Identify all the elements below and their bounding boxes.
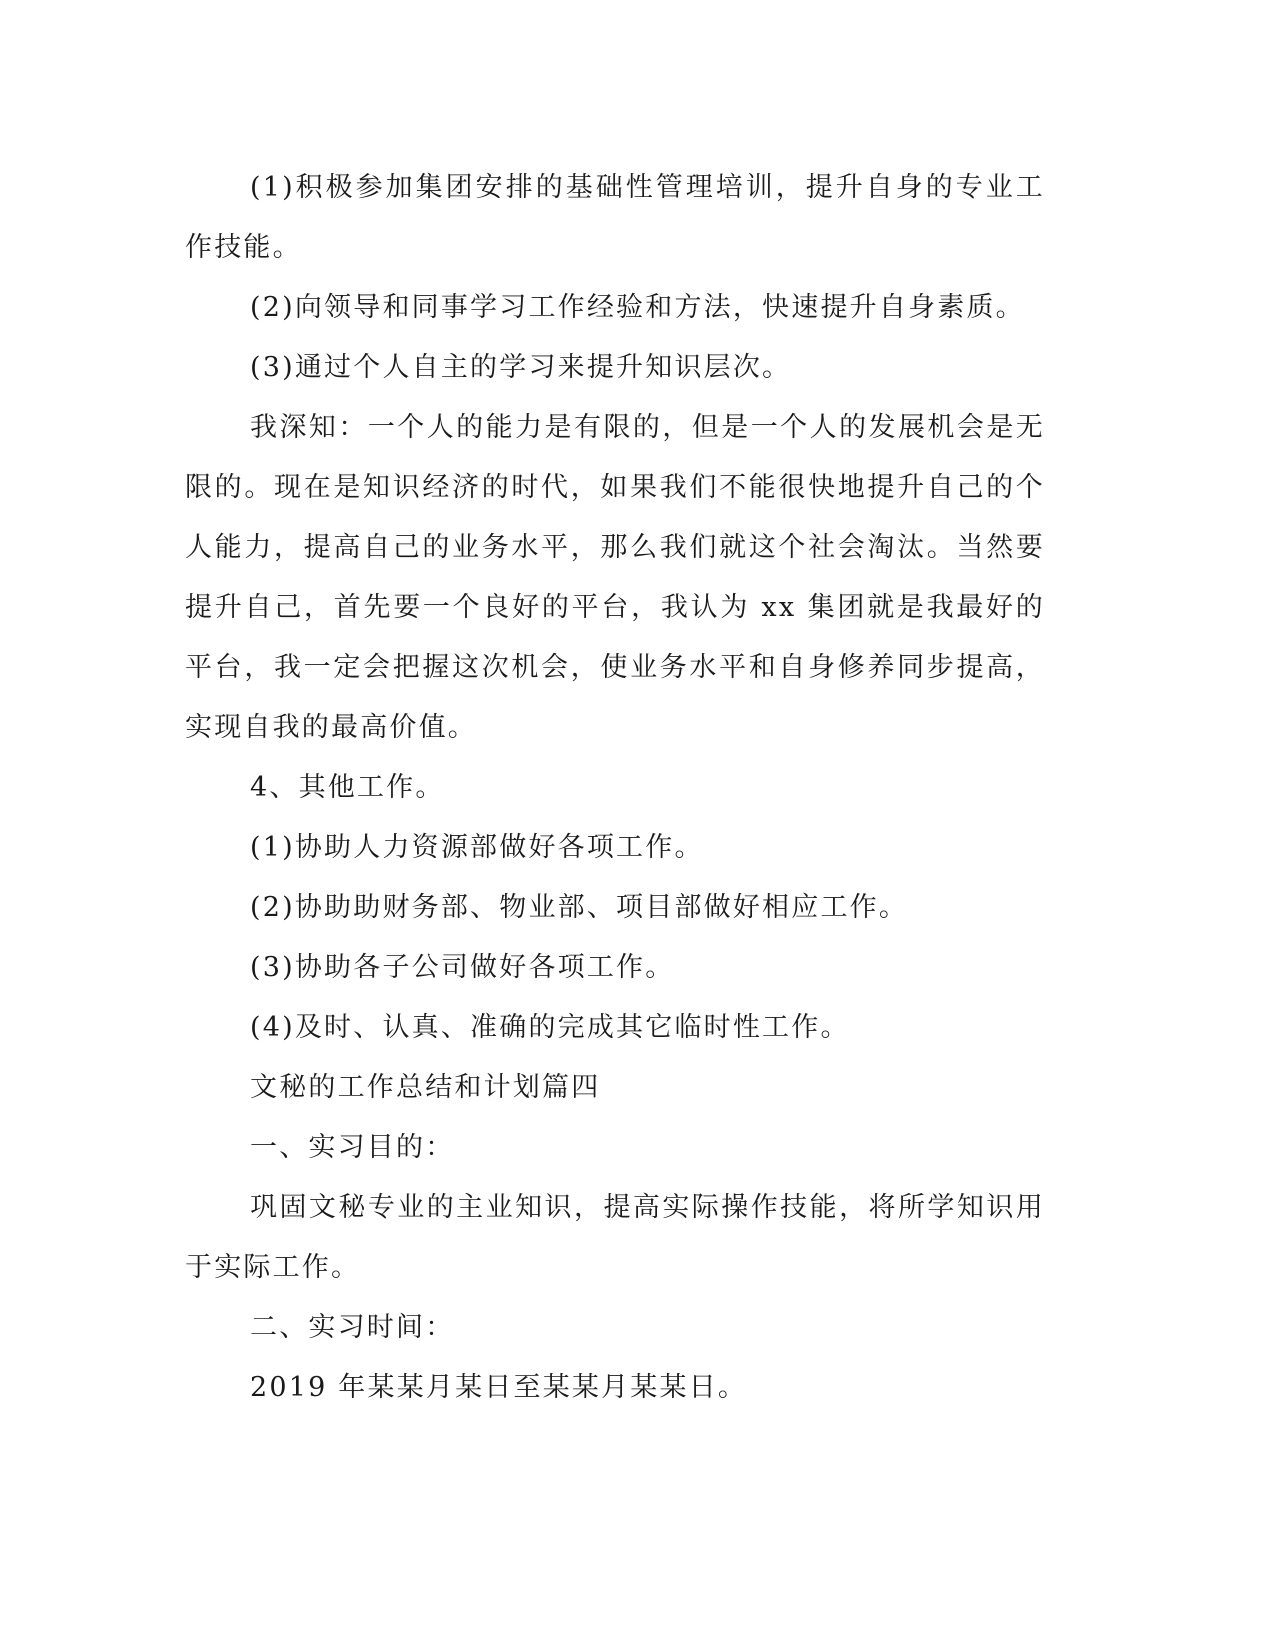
section-title-part-four: 文秘的工作总结和计划篇四 xyxy=(250,1072,601,1103)
heading-internship-purpose: 一、实习目的： xyxy=(250,1132,455,1163)
paragraph-other-work-item-3: (3)协助各子公司做好各项工作。 xyxy=(250,952,675,983)
heading-internship-time: 二、实习时间： xyxy=(250,1312,455,1343)
paragraph-training-item-1: (1)积极参加集团安排的基础性管理培训，提升自身的专业工作技能。 xyxy=(185,172,1045,263)
paragraph-internship-time: 2019 年某某月某日至某某月某某日。 xyxy=(250,1372,748,1403)
paragraph-training-item-3: (3)通过个人自主的学习来提升知识层次。 xyxy=(250,352,792,383)
paragraph-self-reflection: 我深知：一个人的能力是有限的，但是一个人的发展机会是无限的。现在是知识经济的时代，如果我们不能很快地提升自己的个人能力，提高自己的业务水平，那么我们就这个社会淘汰。当然要提升自己，首先要一个良好的平台，我认为 xx 集团就是我最好的平台，我一定会把握这次机会，使业务水平和自身修养同步提高，实现自我的最高价值。 xyxy=(185,412,1045,743)
paragraph-internship-purpose: 巩固文秘专业的主业知识，提高实际操作技能，将所学知识用于实际工作。 xyxy=(185,1192,1045,1283)
document-body xyxy=(185,158,1045,1418)
paragraph-other-work-item-4: (4)及时、认真、准确的完成其它临时性工作。 xyxy=(250,1012,850,1043)
paragraph-other-work-item-1: (1)协助人力资源部做好各项工作。 xyxy=(250,832,704,863)
paragraph-other-work-item-2: (2)协助助财务部、物业部、项目部做好相应工作。 xyxy=(250,892,909,923)
paragraph-training-item-2: (2)向领导和同事学习工作经验和方法，快速提升自身素质。 xyxy=(250,292,1025,323)
heading-other-work: 4、其他工作。 xyxy=(250,772,445,803)
